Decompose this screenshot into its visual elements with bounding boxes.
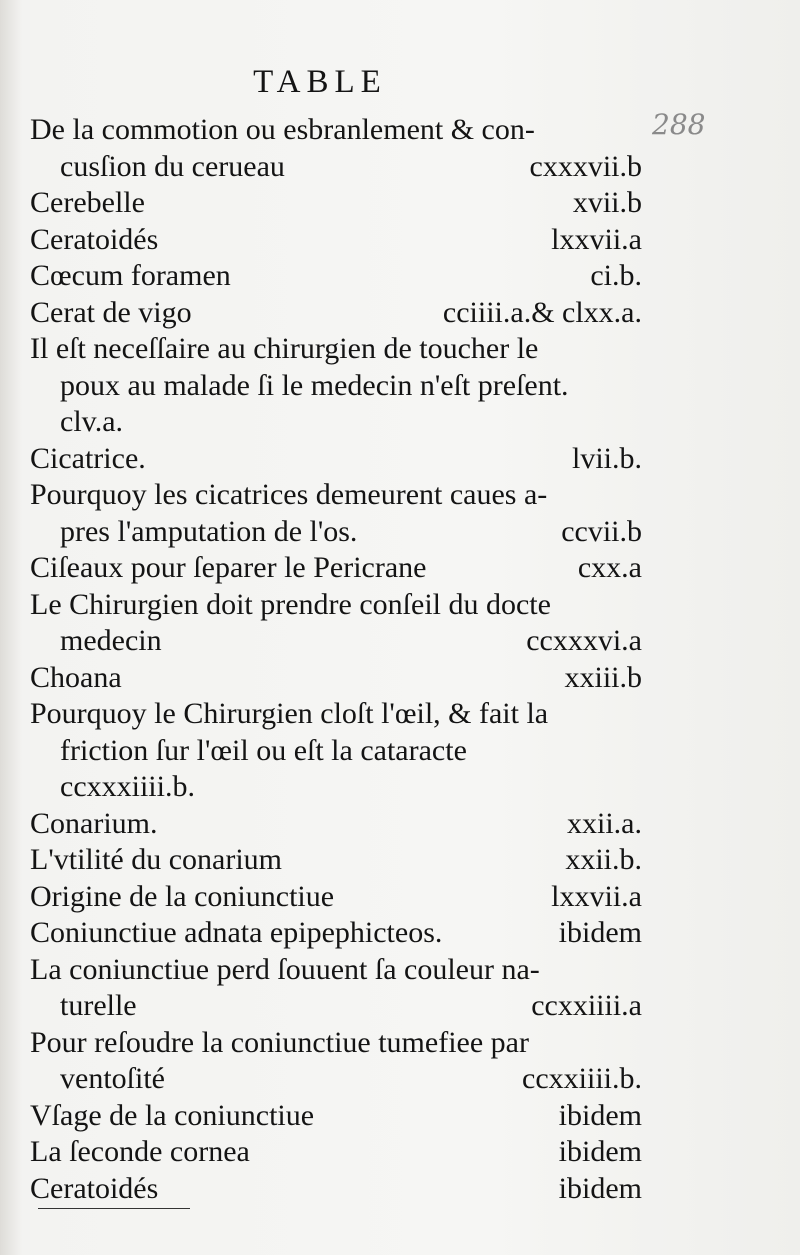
entry-folio-reference: ccvii.b (561, 514, 642, 548)
index-entry (30, 112, 642, 149)
index-entry (30, 806, 642, 843)
entry-folio-reference: cxx.a (577, 551, 642, 584)
index-entry (30, 149, 642, 186)
entry-text: cusſion du cerueau (60, 149, 285, 183)
index-entry (30, 295, 642, 332)
entry-text: Pourquoy les cicatrices demeurent caues a- (30, 478, 548, 511)
entry-text: Ciſeaux pour ſeparer le Pericrane (30, 551, 427, 584)
entry-folio-reference: cxxxvii.b (529, 149, 642, 183)
entry-text: turelle (60, 989, 137, 1022)
entry-text: friction ſur l'œil ou eſt la cataracte (60, 733, 467, 767)
entry-text: Cerat de vigo (30, 295, 192, 329)
index-entry (30, 477, 642, 514)
entry-text: ccxxxiiii.b. (60, 770, 195, 803)
entry-folio-reference: ibidem (558, 1098, 642, 1132)
entry-folio-reference: cciiii.a.& clxx.a. (442, 295, 642, 329)
index-entry (30, 550, 642, 587)
entry-text: Cicatrice. (30, 441, 146, 475)
entry-text: poux au malade ſi le medecin n'eſt preſent. (60, 368, 569, 402)
entry-text: Vſage de la coniunctiue (30, 1098, 315, 1132)
entry-text: Pour reſoudre la coniunctiue tumefiee par (30, 1025, 529, 1059)
entry-text: Cœcum foramen (30, 259, 231, 292)
index-entry (30, 1171, 642, 1208)
entry-folio-reference: ci.b. (590, 259, 642, 292)
index-entries (30, 112, 642, 1207)
index-entry (30, 842, 642, 879)
index-entry (30, 441, 642, 478)
entry-folio-reference: xvii.b (572, 186, 642, 219)
entry-folio-reference: ccxxiiii.b. (522, 1062, 642, 1095)
entry-text: medecin (60, 624, 162, 657)
entry-folio-reference: lxxvii.a (551, 222, 642, 256)
index-entry (30, 368, 642, 405)
entry-folio-reference: xxii.b. (565, 843, 642, 876)
entry-text: La coniunctiue perd ſouuent ſa couleur na- (30, 952, 540, 986)
index-entry (30, 185, 642, 222)
index-entry (30, 952, 642, 989)
entry-text: Pourquoy le Chirurgien cloſt l'œil, & fait la (30, 697, 549, 730)
index-entry (30, 879, 642, 916)
index-entry (30, 1061, 642, 1098)
index-entry (30, 514, 642, 551)
entry-folio-reference: xxiii.b (564, 660, 642, 694)
entry-text: pres l'amputation de l'os. (60, 514, 358, 548)
index-entry (30, 258, 642, 295)
page-header: TABLE (253, 64, 387, 100)
index-entry (30, 1098, 642, 1135)
index-entry (30, 331, 642, 368)
entry-folio-reference: lxxvii.a (551, 879, 642, 913)
index-entry (30, 988, 642, 1025)
index-entry (30, 733, 642, 770)
entry-text: Coniunctiue adnata epipephicteos. (30, 916, 443, 949)
index-entry (30, 769, 642, 806)
index-entry (30, 404, 642, 441)
index-entry (30, 660, 642, 697)
folio-number: 288 (652, 108, 706, 141)
entry-folio-reference: ccxxxvi.a (526, 624, 642, 657)
entry-text: L'vtilité du conarium (30, 843, 283, 876)
entry-folio-reference: lvii.b. (571, 441, 642, 475)
entry-folio-reference: xxii.a. (567, 806, 642, 840)
entry-text: Ceratoidés (30, 1171, 159, 1205)
entry-folio-reference: ibidem (558, 916, 642, 949)
entry-folio-reference: ibidem (558, 1171, 642, 1205)
index-entry (30, 623, 642, 660)
entry-text: Il eſt neceſſaire au chirurgien de toucher le (30, 332, 539, 365)
entry-text: Choana (30, 660, 122, 694)
entry-folio-reference: ccxxiiii.a (531, 989, 642, 1022)
catchword-rule (38, 1208, 190, 1209)
index-entry (30, 1134, 642, 1171)
entry-text: La ſeconde cornea (30, 1135, 250, 1168)
index-entry (30, 587, 642, 624)
entry-text: ventoſité (60, 1062, 165, 1095)
index-entry (30, 915, 642, 952)
index-entry (30, 1025, 642, 1062)
entry-text: Origine de la coniunctiue (30, 879, 335, 913)
entry-text: Cerebelle (30, 186, 145, 219)
index-entry (30, 222, 642, 259)
entry-folio-reference: ibidem (558, 1135, 642, 1168)
entry-text: Le Chirurgien doit prendre conſeil du docte (30, 587, 551, 621)
entry-text: Ceratoidés (30, 222, 159, 256)
entry-text: clv.a. (60, 405, 124, 438)
index-entry (30, 696, 642, 733)
entry-text: Conarium. (30, 806, 158, 840)
entry-text: De la commotion ou esbranlement & con- (30, 113, 535, 146)
